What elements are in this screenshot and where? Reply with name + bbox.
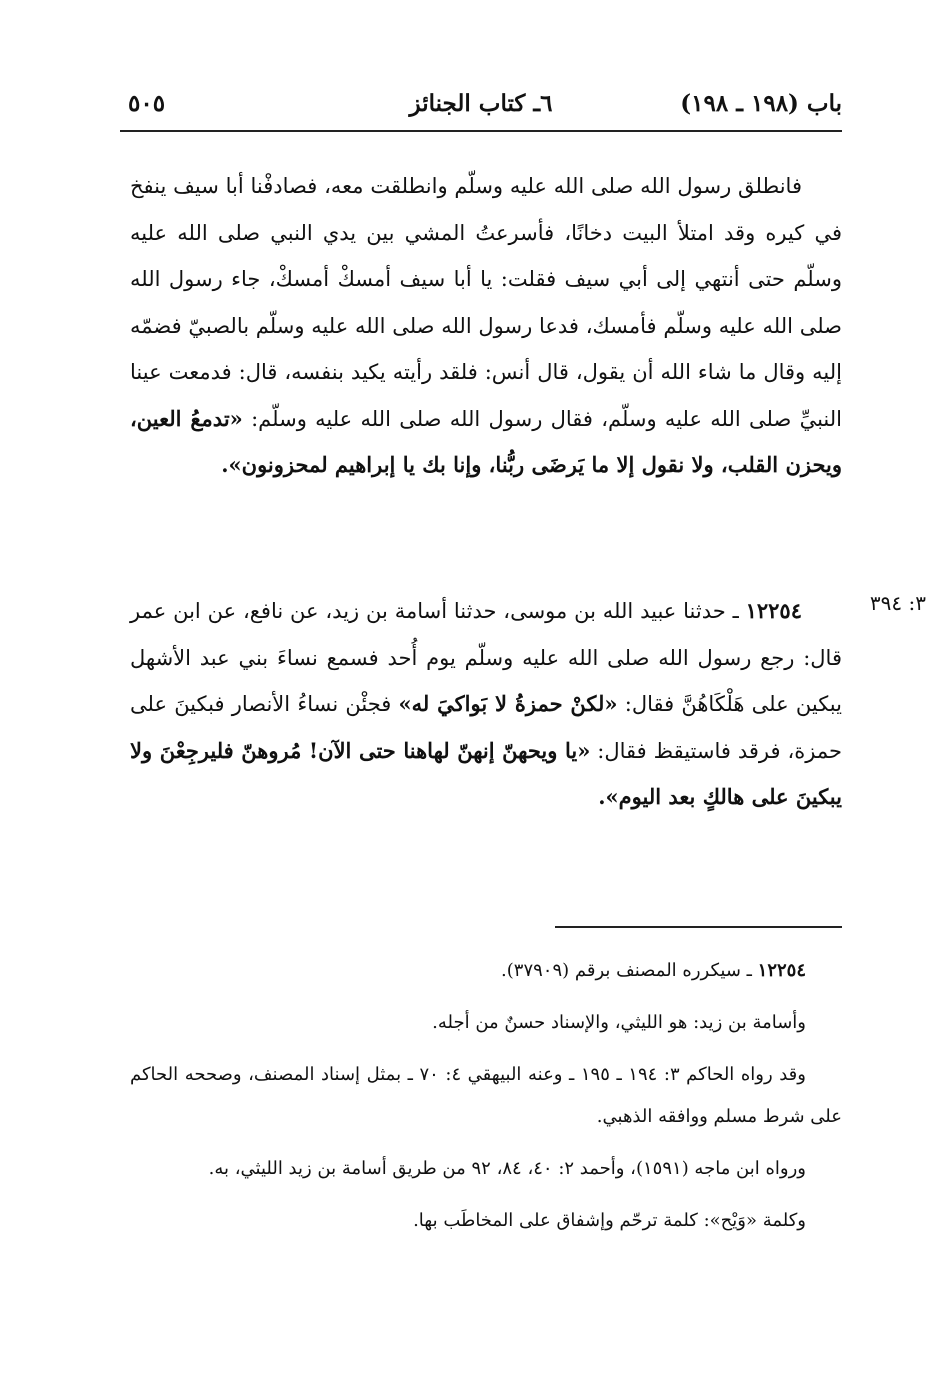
footnote-1-text: ـ سيكرره المصنف برقم (٣٧٩٠٩). bbox=[501, 960, 752, 981]
footnote-rule bbox=[555, 926, 842, 928]
hadith-number: ١٢٢٥٤ bbox=[745, 598, 802, 623]
book-title: ٦ـ كتاب الجنائز bbox=[409, 90, 553, 117]
footnote-number: ١٢٢٥٤ bbox=[757, 960, 806, 981]
hadith-quote-1: «لكنْ حمزةُ لا بَواكيَ له» bbox=[398, 691, 618, 716]
footnote-4: ورواه ابن ماجه (١٥٩١)، وأحمد ٢: ٤٠، ٨٤، ٩٢ من طريق أسامة بن زيد الليثي، به. bbox=[208, 1158, 806, 1179]
footnote-1 bbox=[130, 950, 842, 992]
footnote-5: وكلمة «وَيْح»: كلمة ترحّم وإشفاق على المخاطَب بها. bbox=[413, 1210, 806, 1231]
hadith-text: ـ حدثنا عبيد الله بن موسى، حدثنا أسامة بن زيد، عن نافع، عن ابن عمر قال: رجع رسول الله صلى الله عليه وسلّم يوم أُحد فسمع نساءَ بني عبد الأشهل يبكين على هَلْكَاهُنَّ فقال: bbox=[130, 599, 842, 716]
page-number: ٥٠٥ bbox=[128, 90, 166, 117]
hadith-quote-2: «يا ويحهنّ إنهنّ لهاهنا حتى الآن! مُروهنّ فليرجِعْنَ ولا يبكينَ على هالكٍ بعد اليوم». bbox=[130, 737, 842, 809]
page-header bbox=[120, 86, 842, 126]
chapter-range: باب (١٩٨ ـ ١٩٨) bbox=[680, 90, 842, 117]
paragraph-1-text: فانطلق رسول الله صلى الله عليه وسلّم وانطلقت معه، فصادفْنا أبا سيف ينفخ في كيره وقد امتلأ البيت دخانًا، فأسرعتُ المشي بين يدي النبي صلى الله عليه وسلّم حتى أنتهي إلى أبي سيف فقلت: يا أبا سيف أمسكْ أمسكْ، جاء رسول الله صلى الله عليه وسلّم فأمسك، فدعا رسول الله صلى الله عليه وسلّم بالصبيّ فضمّه إليه وقال ما شاء الله أن يقول، قال أنس: فلقد رأيته يكيد بنفسه، قال: فدمعت عينا النبيِّ صلى الله عليه وسلّم، فقال رسول الله صلى الله عليه وسلّم: bbox=[130, 174, 843, 431]
main-paragraph-1 bbox=[130, 163, 842, 489]
hadith-paragraph bbox=[130, 588, 842, 821]
footnote-3: وقد رواه الحاكم ٣: ١٩٤ ـ ١٩٥ ـ وعنه البيهقي ٤: ٧٠ ـ بمثل إسناد المصنف، وصححه الحاكم على شرط مسلم ووافقه الذهبي. bbox=[130, 1064, 842, 1127]
footnotes bbox=[130, 950, 842, 1252]
paragraph-1-quote: «تدمعُ العين، ويحزن القلب، ولا نقول إلا ما يَرضَى ربُّنا، وإنا بك يا إبراهيم لمحزونون». bbox=[130, 405, 842, 477]
footnote-2: وأسامة بن زيد: هو الليثي، والإسناد حسنٌ من أجله. bbox=[432, 1012, 806, 1033]
hadith-text-2: فجئْن نساءُ الأنصار فبكينَ على حمزة، فرقد فاستيقظ فقال: bbox=[130, 692, 842, 763]
margin-reference: ٣: ٣٩٤ bbox=[869, 591, 926, 615]
header-rule bbox=[120, 130, 842, 132]
